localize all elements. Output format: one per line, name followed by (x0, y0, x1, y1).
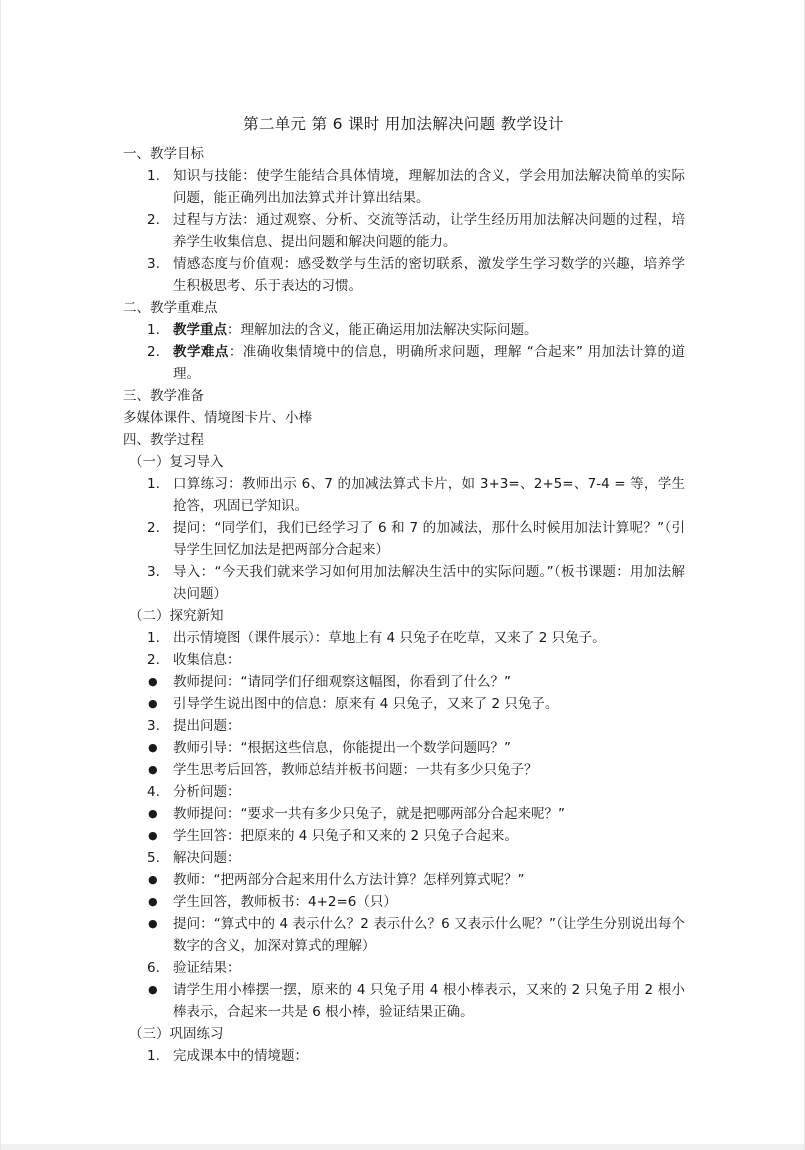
list-number: 1. (147, 1048, 160, 1064)
bullet-dot-icon: ● (148, 741, 158, 754)
list-number: 2. (147, 520, 160, 536)
list-item (123, 957, 685, 979)
list-item (123, 1045, 685, 1067)
list-item-text: 提问：“同学们，我们已经学习了 6 和 7 的加减法，那什么时候用加法计算呢？”（引导学生回忆加法是把两部分合起来） (173, 520, 685, 558)
bold-label: 教学难点 (173, 344, 229, 360)
document-title: 第二单元 第 6 课时 用加法解决问题 教学设计 (243, 115, 564, 133)
subsection-heading-explore: （二）探究新知 (129, 608, 224, 624)
list-number: 3. (147, 256, 160, 272)
list-item-text: 提出问题： (173, 718, 241, 734)
list-item (123, 715, 685, 737)
explore-list (123, 627, 685, 1023)
item-body: ：理解加法的含义，能正确运用加法解决实际问题。 (227, 322, 538, 338)
bullet-item (123, 891, 685, 913)
list-item (123, 847, 685, 869)
list-item-text: 教师提问：“要求一共有多少只兔子，就是把哪两部分合起来呢？” (173, 806, 565, 822)
list-number: 6. (147, 960, 160, 976)
bullet-item (123, 671, 685, 693)
list-number: 2. (147, 212, 160, 228)
list-item (123, 781, 685, 803)
section-heading-objectives: 一、教学目标 (123, 146, 204, 162)
list-item-text: 情感态度与价值观：感受数学与生活的密切联系，激发学生学习数学的兴趣，培养学生积极思考、乐于表达的习惯。 (173, 256, 685, 294)
list-item-text: 验证结果： (173, 960, 241, 976)
list-item-text: 出示情境图（课件展示）：草地上有 4 只兔子在吃草，又来了 2 只兔子。 (173, 630, 606, 646)
list-item (123, 561, 685, 605)
list-item (123, 253, 685, 297)
list-item-text: 教师：“把两部分合起来用什么方法计算？怎样列算式呢？” (173, 872, 525, 888)
list-item-text: 请学生用小棒摆一摆，原来的 4 只兔子用 4 根小棒表示，又来的 2 只兔子用 2 根小棒表示，合起来一共是 6 根小棒，验证结果正确。 (173, 982, 685, 1020)
bullet-dot-icon: ● (148, 829, 158, 842)
list-item-text: 引导学生说出图中的信息：原来有 4 只兔子，又来了 2 只兔子。 (173, 696, 559, 712)
section-heading-key-points: 二、教学重难点 (123, 300, 218, 316)
document-body (123, 143, 685, 1067)
list-item-text: 学生思考后回答，教师总结并板书问题：一共有多少只兔子？ (173, 762, 538, 778)
section-heading-process: 四、教学过程 (123, 432, 204, 448)
list-item-text: 分析问题： (173, 784, 241, 800)
list-number: 1. (147, 322, 160, 338)
preparation-text: 多媒体课件、情境图卡片、小棒 (123, 410, 312, 426)
list-item (123, 473, 685, 517)
bullet-item (123, 869, 685, 891)
list-item-text: 导入：“今天我们就来学习如何用加法解决生活中的实际问题。”（板书课题：用加法解决问题） (173, 564, 685, 602)
list-number: 3. (147, 564, 160, 580)
list-item-text: 过程与方法：通过观察、分析、交流等活动，让学生经历用加法解决问题的过程，培养学生收集信息、提出问题和解决问题的能力。 (173, 212, 685, 250)
list-item-text: 教师提问：“请同学们仔细观察这幅图，你看到了什么？” (173, 674, 511, 690)
item-body: ：准确收集情境中的信息，明确所求问题，理解 “合起来” 用加法计算的道理。 (173, 344, 686, 382)
list-item-text: 收集信息： (173, 652, 241, 668)
bullet-item (123, 825, 685, 847)
list-item-text: 知识与技能：使学生能结合具体情境，理解加法的含义，学会用加法解决简单的实际问题，能正确列出加法算式并计算出结果。 (173, 168, 685, 206)
list-number: 2. (147, 652, 160, 668)
bullet-dot-icon: ● (148, 807, 158, 820)
bullet-item (123, 979, 685, 1023)
list-item-text: 学生回答，教师板书：4+2=6（只） (173, 894, 397, 910)
bullet-item (123, 759, 685, 781)
list-number: 2. (147, 344, 160, 360)
list-item (123, 319, 685, 341)
list-item-text: 教师引导：“根据这些信息，你能提出一个数学问题吗？” (173, 740, 511, 756)
list-item-text: 口算练习：教师出示 6、7 的加减法算式卡片，如 3+3=、2+5=、7-4 = 等，学生抢答，巩固已学知识。 (173, 476, 685, 514)
list-number: 1. (147, 168, 160, 184)
list-number: 4. (147, 784, 160, 800)
list-item-text: 完成课本中的情境题： (173, 1048, 308, 1064)
list-item (123, 341, 685, 385)
list-item (123, 517, 685, 561)
bullet-dot-icon: ● (148, 873, 158, 886)
list-item (123, 649, 685, 671)
list-item-text (173, 319, 685, 341)
bullet-dot-icon: ● (148, 895, 158, 908)
bullet-dot-icon: ● (148, 697, 158, 710)
list-number: 1. (147, 630, 160, 646)
bullet-dot-icon: ● (148, 763, 158, 776)
bullet-dot-icon: ● (148, 983, 158, 996)
subsection-heading-review: （一）复习导入 (129, 454, 224, 470)
list-item (123, 209, 685, 253)
list-item (123, 165, 685, 209)
section-heading-preparation: 三、教学准备 (123, 388, 204, 404)
bold-label: 教学重点 (173, 322, 227, 338)
list-item-text: 学生回答：把原来的 4 只兔子和又来的 2 只兔子合起来。 (173, 828, 518, 844)
bullet-item (123, 693, 685, 715)
list-item-text: 解决问题： (173, 850, 241, 866)
list-number: 3. (147, 718, 160, 734)
list-item-text (173, 341, 685, 385)
bullet-item (123, 737, 685, 759)
list-number: 5. (147, 850, 160, 866)
bullet-dot-icon: ● (148, 675, 158, 688)
list-item (123, 627, 685, 649)
bullet-item (123, 913, 685, 957)
bullet-dot-icon: ● (148, 917, 158, 930)
page-bottom-strip (1, 1144, 804, 1150)
list-item-text: 提问：“算式中的 4 表示什么？2 表示什么？6 又表示什么呢？”（让学生分别说出每个数字的含义，加深对算式的理解） (173, 916, 685, 954)
list-number: 1. (147, 476, 160, 492)
bullet-item (123, 803, 685, 825)
subsection-heading-practice: （三）巩固练习 (129, 1026, 224, 1042)
